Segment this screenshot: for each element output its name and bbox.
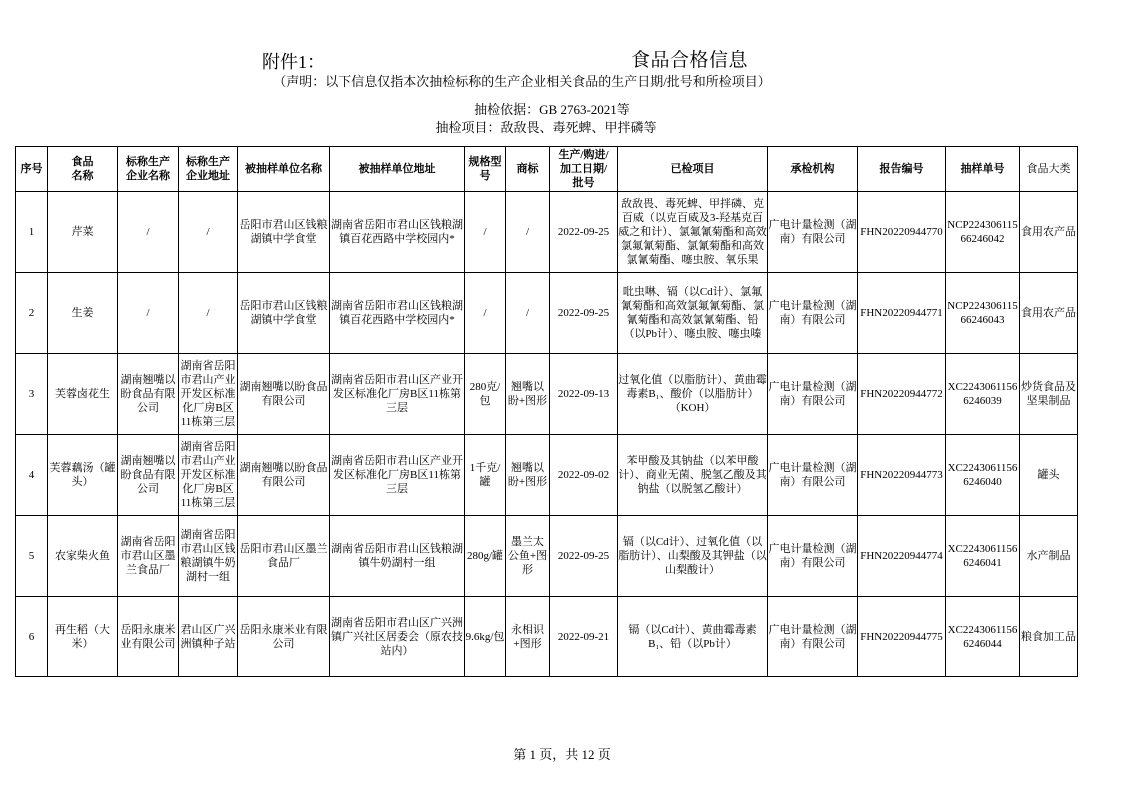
cell-lab: 广电计量检测（湖南）有限公司: [768, 273, 858, 354]
cell-mfr-address: /: [179, 273, 238, 354]
cell-seq: 2: [16, 273, 48, 354]
cell-category: 粮食加工品: [1020, 597, 1078, 677]
header-lab: 承检机构: [768, 147, 858, 192]
cell-lab: 广电计量检测（湖南）有限公司: [768, 354, 858, 435]
cell-date: 2022-09-02: [550, 435, 618, 516]
cell-date: 2022-09-13: [550, 354, 618, 435]
cell-mfr-name: /: [118, 192, 179, 273]
cell-report-no: FHN20220944775: [858, 597, 946, 677]
header-items-tested: 已检项目: [618, 147, 768, 192]
table-row: [16, 516, 1078, 597]
cell-seq: 1: [16, 192, 48, 273]
table-row: [16, 192, 1078, 273]
header-food-name: 食品 名称: [48, 147, 118, 192]
header-mfr-name: 标称生产 企业名称: [118, 147, 179, 192]
cell-lab: 广电计量检测（湖南）有限公司: [768, 435, 858, 516]
cell-mfr-name: 岳阳永康米业有限公司: [118, 597, 179, 677]
cell-seq: 6: [16, 597, 48, 677]
header-date: 生产/购进/ 加工日期/ 批号: [550, 147, 618, 192]
statement: （声明：以下信息仅指本次抽检标称的生产企业相关食品的生产日期/批号和所检项目）: [273, 74, 771, 89]
cell-brand: 永相识+图形: [506, 597, 550, 677]
cell-mfr-address: 君山区广兴洲镇种子站: [179, 597, 238, 677]
cell-date: 2022-09-25: [550, 273, 618, 354]
cell-sample-no: XC22430611566246039: [946, 354, 1020, 435]
attachment-label: 附件1：: [262, 52, 325, 72]
header-seq: 序号: [16, 147, 48, 192]
cell-sampled-address: 湖南省岳阳市君山区钱粮湖镇牛奶湖村一组: [330, 516, 465, 597]
cell-sample-no: XC22430611566246044: [946, 597, 1020, 677]
page-footer: 第 1 页，共 12 页: [513, 747, 611, 762]
header-report-no: 报告编号: [858, 147, 946, 192]
cell-date: 2022-09-25: [550, 516, 618, 597]
cell-lab: 广电计量检测（湖南）有限公司: [768, 597, 858, 677]
cell-category: 炒货食品及坚果制品: [1020, 354, 1078, 435]
cell-brand: 墨兰太公鱼+图形: [506, 516, 550, 597]
cell-report-no: FHN20220944771: [858, 273, 946, 354]
cell-sampled-unit: 岳阳市君山区钱粮湖镇中学食堂: [238, 192, 330, 273]
cell-mfr-address: 湖南省岳阳市君山区钱粮湖镇牛奶湖村一组: [179, 516, 238, 597]
table-header-row: [16, 147, 1078, 192]
cell-report-no: FHN20220944774: [858, 516, 946, 597]
cell-report-no: FHN20220944772: [858, 354, 946, 435]
cell-food-name: 芹菜: [48, 192, 118, 273]
cell-date: 2022-09-25: [550, 192, 618, 273]
inspection-basis: 抽检依据：GB 2763-2021等: [474, 102, 630, 117]
header-spec: 规格型号: [465, 147, 506, 192]
cell-brand: /: [506, 192, 550, 273]
cell-sampled-address: 湖南省岳阳市君山区钱粮湖镇百花西路中学校园内*: [330, 192, 465, 273]
cell-seq: 3: [16, 354, 48, 435]
page-title: 食品合格信息: [631, 50, 749, 71]
cell-spec: 280g/罐: [465, 516, 506, 597]
cell-report-no: FHN20220944773: [858, 435, 946, 516]
cell-seq: 4: [16, 435, 48, 516]
cell-sampled-unit: 湖南翘嘴以盼食品有限公司: [238, 354, 330, 435]
cell-food-name: 芙蓉藕汤（罐头）: [48, 435, 118, 516]
cell-items-tested: 镉（以Cd计）、过氧化值（以脂肪计）、山梨酸及其钾盐（以山梨酸计）: [618, 516, 768, 597]
cell-category: 罐头: [1020, 435, 1078, 516]
cell-brand: 翘嘴以盼+图形: [506, 435, 550, 516]
header-brand: 商标: [506, 147, 550, 192]
cell-items-tested: 苯甲酸及其钠盐（以苯甲酸计）、商业无菌、脱氢乙酸及其钠盐（以脱氢乙酸计）: [618, 435, 768, 516]
header-category: 食品大类: [1020, 147, 1078, 192]
cell-sampled-unit: 岳阳市君山区钱粮湖镇中学食堂: [238, 273, 330, 354]
cell-sample-no: NCP22430611566246042: [946, 192, 1020, 273]
cell-spec: 9.6kg/包: [465, 597, 506, 677]
cell-category: 食用农产品: [1020, 273, 1078, 354]
cell-food-name: 生姜: [48, 273, 118, 354]
cell-date: 2022-09-21: [550, 597, 618, 677]
cell-sampled-address: 湖南省岳阳市君山区产业开发区标准化厂房B区11栋第三层: [330, 354, 465, 435]
cell-mfr-name: 湖南省岳阳市君山区墨兰食品厂: [118, 516, 179, 597]
inspection-table: [15, 146, 1078, 677]
cell-food-name: 芙蓉卤花生: [48, 354, 118, 435]
cell-report-no: FHN20220944770: [858, 192, 946, 273]
cell-sample-no: NCP22430611566246043: [946, 273, 1020, 354]
header-sampled-address: 被抽样单位地址: [330, 147, 465, 192]
cell-items-tested: 敌敌畏、毒死蜱、甲拌磷、克百威（以克百威及3-羟基克百威之和计）、氯氟氰菊酯和高效氯氟氰菊酯、氯氰菊酯和高效氯氰菊酯、噻虫胺、氧乐果: [618, 192, 768, 273]
cell-mfr-name: /: [118, 273, 179, 354]
cell-items-tested: 镉（以Cd计）、黄曲霉毒素B₁、铅（以Pb计）: [618, 597, 768, 677]
table-row: [16, 354, 1078, 435]
header-mfr-address: 标称生产 企业地址: [179, 147, 238, 192]
cell-mfr-address: 湖南省岳阳市君山产业开发区标准化厂房B区11栋第三层: [179, 354, 238, 435]
cell-category: 食用农产品: [1020, 192, 1078, 273]
inspection-items: 抽检项目：敌敌畏、毒死蜱、甲拌磷等: [435, 120, 657, 135]
cell-sampled-unit: 湖南翘嘴以盼食品有限公司: [238, 435, 330, 516]
cell-lab: 广电计量检测（湖南）有限公司: [768, 192, 858, 273]
cell-category: 水产制品: [1020, 516, 1078, 597]
cell-lab: 广电计量检测（湖南）有限公司: [768, 516, 858, 597]
table-row: [16, 435, 1078, 516]
cell-food-name: 再生稻（大米）: [48, 597, 118, 677]
header-sample-no: 抽样单号: [946, 147, 1020, 192]
cell-brand: 翘嘴以盼+图形: [506, 354, 550, 435]
cell-sampled-unit: 岳阳永康米业有限公司: [238, 597, 330, 677]
cell-mfr-name: 湖南翘嘴以盼食品有限公司: [118, 435, 179, 516]
cell-sample-no: XC22430611566246040: [946, 435, 1020, 516]
cell-sampled-unit: 岳阳市君山区墨兰食品厂: [238, 516, 330, 597]
cell-items-tested: 过氧化值（以脂肪计）、黄曲霉毒素B₁、酸价（以脂肪计）（KOH）: [618, 354, 768, 435]
header-sampled-unit: 被抽样单位名称: [238, 147, 330, 192]
cell-spec: 280克/包: [465, 354, 506, 435]
cell-sample-no: XC22430611566246041: [946, 516, 1020, 597]
cell-seq: 5: [16, 516, 48, 597]
cell-mfr-address: 湖南省岳阳市君山产业开发区标准化厂房B区11栋第三层: [179, 435, 238, 516]
cell-mfr-name: 湖南翘嘴以盼食品有限公司: [118, 354, 179, 435]
cell-spec: /: [465, 273, 506, 354]
cell-mfr-address: /: [179, 192, 238, 273]
cell-sampled-address: 湖南省岳阳市君山区产业开发区标准化厂房B区11栋第三层: [330, 435, 465, 516]
cell-brand: /: [506, 273, 550, 354]
table-row: [16, 273, 1078, 354]
cell-items-tested: 吡虫啉、镉（以Cd计）、氯氟氰菊酯和高效氯氟氰菊酯、氯氰菊酯和高效氯氰菊酯、铅（以Pb计）、噻虫胺、噻虫嗪: [618, 273, 768, 354]
cell-food-name: 农家柴火鱼: [48, 516, 118, 597]
table-row: [16, 597, 1078, 677]
cell-spec: 1千克/罐: [465, 435, 506, 516]
cell-sampled-address: 湖南省岳阳市君山区钱粮湖镇百花西路中学校园内*: [330, 273, 465, 354]
cell-spec: /: [465, 192, 506, 273]
cell-sampled-address: 湖南省岳阳市君山区广兴洲镇广兴社区居委会（原农技站内）: [330, 597, 465, 677]
